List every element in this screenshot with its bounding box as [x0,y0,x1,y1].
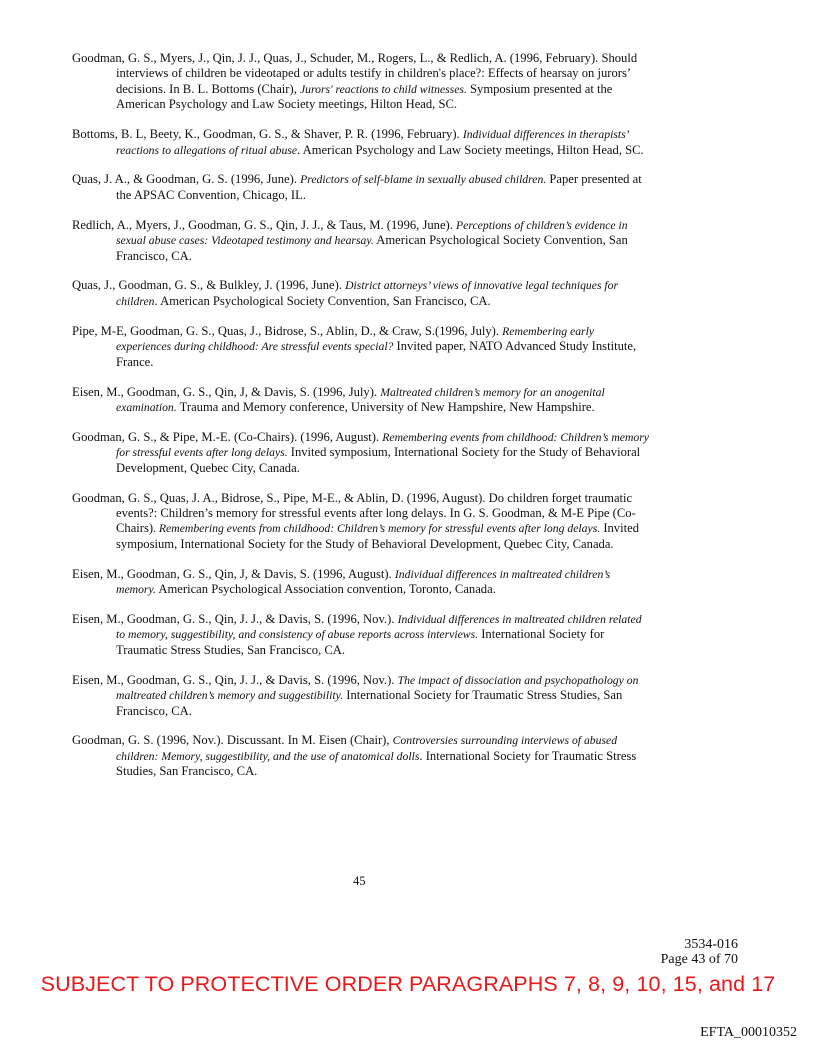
reference-entry: Eisen, M., Goodman, G. S., Qin, J, & Davis, S. (1996, July). Maltreated children’s memory for an anogenital examination. Trauma and Memory conference, University of New Hampshire, New Hampshire. [72,384,605,414]
protective-order-notice: SUBJECT TO PROTECTIVE ORDER PARAGRAPHS 7, 8, 9, 10, 15, and 17 [40,972,776,996]
bates-doc-id: 3534-016 [684,937,738,952]
efta-id: EFTA_00010352 [700,1025,797,1040]
reference-list [72,51,652,794]
bates-page-of: Page 43 of 70 [660,952,738,967]
reference-entry: Pipe, M-E, Goodman, G. S., Quas, J., Bidrose, S., Ablin, D., & Craw, S.(1996, July). Remembering early experiences during childhood: Are stressful events special? Invited paper, NATO Advanced Study Institute, France. [72,323,637,369]
reference-entry: Goodman, G. S., Quas, J. A., Bidrose, S., Pipe, M-E., & Ablin, D. (1996, August). Do children forget traumatic events?: Children’s memory for stressful events after long delays. In G. S. Goodman, & M-E Pipe (Co-Chairs). Remembering events from childhood: Children’s memory for stressful events after long delays. Invited symposium, International Society for the Study of Behavioral Development, Quebec City, Canada. [72,490,639,551]
reference-entry: Goodman, G. S., & Pipe, M.-E. (Co-Chairs). (1996, August). Remembering events from childhood: Children’s memory for stressful events after long delays. Invited symposium, International Society for the Study of Behavioral Development, Quebec City, Canada. [72,429,649,475]
reference-entry: Bottoms, B. L, Beety, K., Goodman, G. S., & Shaver, P. R. (1996, February). Individual differences in therapists’ reactions to allegations of ritual abuse. American Psychology and Law Society meetings, Hilton Head, SC. [72,127,644,157]
reference-entry: Eisen, M., Goodman, G. S., Qin, J. J., & Davis, S. (1996, Nov.). The impact of dissociation and psychopathology on maltreated children’s memory and suggestibility. International Society for Traumatic Stress Studies, San Francisco, CA. [72,672,639,718]
reference-entry: Eisen, M., Goodman, G. S., Qin, J, & Davis, S. (1996, August). Individual differences in maltreated children’s memory. American Psychological Association convention, Toronto, Canada. [72,566,611,597]
page-number: 45 [353,874,366,888]
reference-entry: Goodman, G. S. (1996, Nov.). Discussant. In M. Eisen (Chair), Controversies surrounding interviews of abused children: Memory, suggestibility, and the use of anatomical dolls. International Society for Traumatic Stress Studies, San Francisco, CA. [72,733,637,779]
reference-entry: Redlich, A., Myers, J., Goodman, G. S., Qin, J. J., & Taus, M. (1996, June). Perceptions of children’s evidence in sexual abuse cases: Videotaped testimony and hearsay. American Psychological Society Convention, San Francisco, CA. [72,217,628,263]
bates-stamp [661,937,738,967]
reference-entry: Goodman, G. S., Myers, J., Qin, J. J., Quas, J., Schuder, M., Rogers, L., & Redlich, A. (1996, February). Should interviews of children be videotaped or adults testify in children's place?: Effects of hearsay on jurors’ decisions. In B. L. Bottoms (Chair), Jurors' reactions to child witnesses. Symposium presented at the American Psychology and Law Society meetings, Hilton Head, SC. [72,51,638,112]
reference-entry: Quas, J. A., & Goodman, G. S. (1996, June). Predictors of self-blame in sexually abused children. Paper presented at the APSAC Convention, Chicago, IL. [72,172,642,202]
reference-entry: Quas, J., Goodman, G. S., & Bulkley, J. (1996, June). District attorneys’ views of innovative legal techniques for children. American Psychological Society Convention, San Francisco, CA. [72,278,619,308]
reference-entry: Eisen, M., Goodman, G. S., Qin, J. J., & Davis, S. (1996, Nov.). Individual differences in maltreated children related to memory, suggestibility, and consistency of abuse reports across interviews. International Society for Traumatic Stress Studies, San Francisco, CA. [72,611,642,657]
